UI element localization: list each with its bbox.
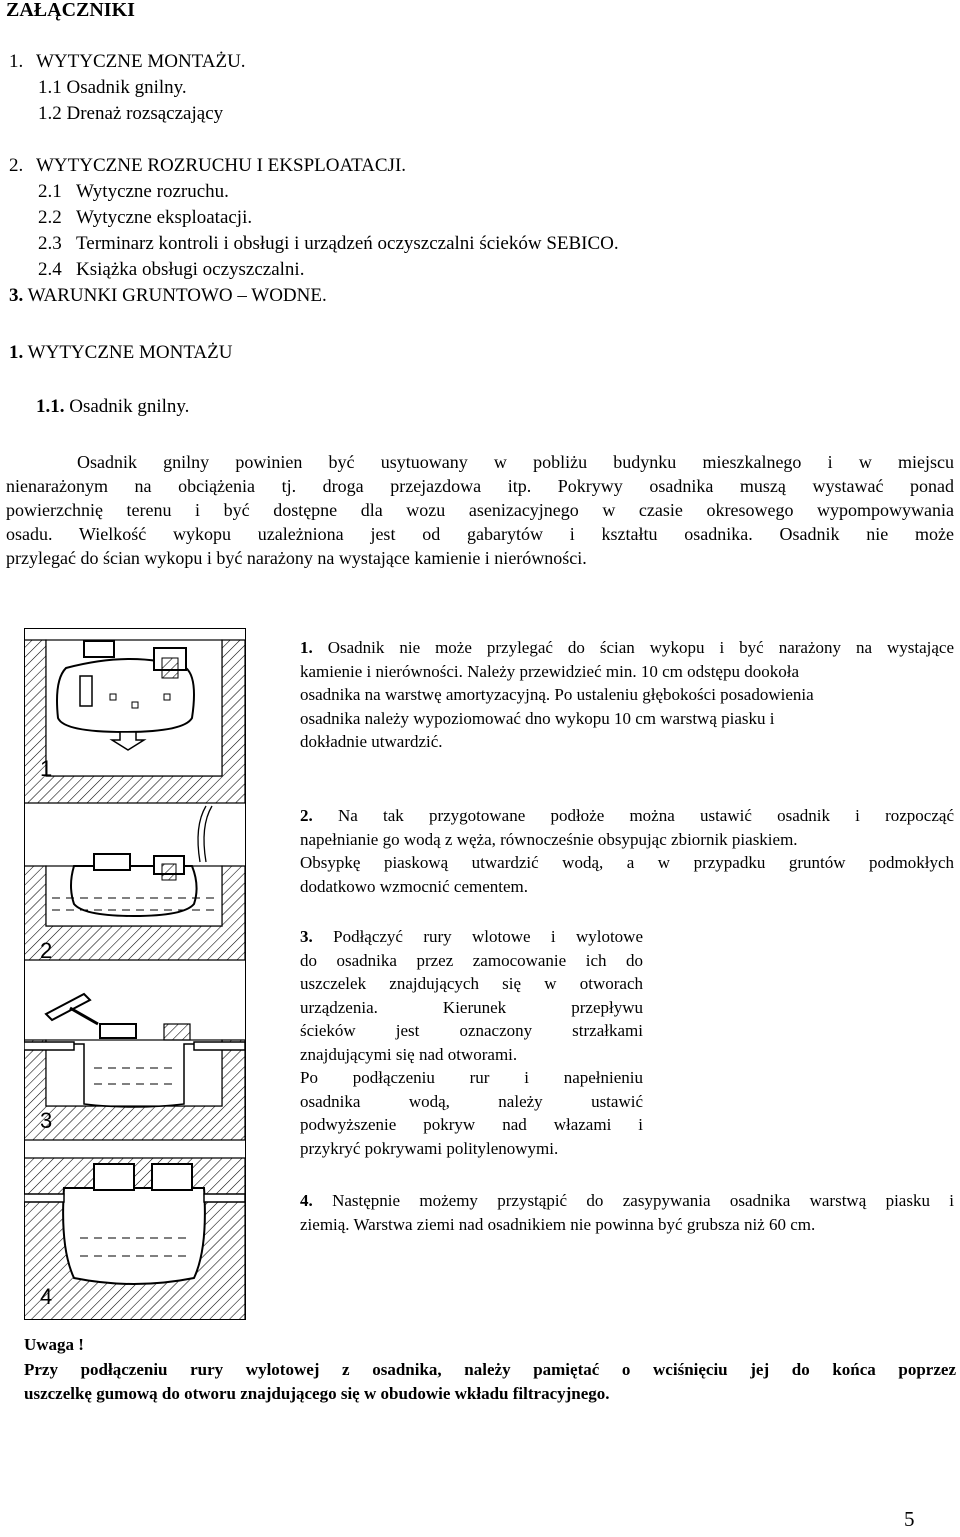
toc-num: 2. (9, 155, 24, 176)
toc-text: Osadnik gnilny. (66, 77, 187, 98)
step-line: do osadnika przez zamocowanie ich do (300, 950, 643, 970)
installation-figure (24, 628, 246, 1320)
step-line (300, 1189, 954, 1213)
step-line-text: Podłączyć rury wlotowe i wylotowe (333, 927, 644, 946)
subsection-heading (36, 394, 189, 420)
intro-line: powierzchnię terenu i być dostępne dla wozu asenizacyjnego w czasie okresowego wypompowywania (6, 500, 954, 520)
toc-item-2-3 (38, 231, 619, 257)
step-line (300, 804, 954, 828)
step-line: osadnika wodą, należy ustawić (300, 1091, 643, 1111)
toc-text: WYTYCZNE ROZRUCHU I EKSPLOATACJI. (36, 155, 407, 176)
step-line-text: Następnie możemy przystąpić do zasypywania osadnika warstwą piasku i (332, 1191, 954, 1210)
section-num: 1. (9, 342, 24, 363)
figure-panel-1 (24, 640, 245, 803)
toc-text: Książka obsługi oczyszczalni. (76, 259, 305, 280)
figure-panel-2 (24, 806, 245, 960)
note-line: Przy podłączeniu rury wylotowej z osadnika, należy pamiętać o wciśnięciu jej do końca poprzez (24, 1360, 956, 1379)
toc-item-2-2 (38, 205, 252, 231)
toc-num: 2.3 (38, 233, 62, 254)
step-line: ścieków jest oznaczony strzałkami (300, 1021, 643, 1040)
step-num: 1. (300, 638, 313, 657)
intro-line: Osadnik gnilny powinien być usytuowany w pobliżu budynku mieszkalnego i w miejscu (77, 452, 954, 472)
toc-text: Wytyczne rozruchu. (76, 181, 229, 202)
section-text: WYTYCZNE MONTAŻU (27, 342, 233, 363)
step-line: kamienie i nierówności. Należy przewidzieć min. 10 cm odstępu dookoła (300, 661, 799, 681)
toc-item-1-2 (38, 101, 223, 127)
step-line (300, 636, 954, 660)
toc-item-2-1 (38, 179, 229, 205)
step-line: uszczelek znajdujących się w otworach (300, 974, 643, 993)
step-line-text: Osadnik nie może przylegać do ścian wykopu i być narażony na wystające (327, 638, 954, 657)
toc-num: 1. (9, 51, 24, 72)
note-line: uszczelkę gumową do otworu znajdującego się w obudowie wkładu filtracyjnego. (24, 1383, 610, 1403)
step-line: osadnika na warstwę amortyzacyjną. Po ustaleniu głębokości posadowienia (300, 685, 814, 704)
toc-num: 2.2 (38, 207, 62, 228)
toc-text: WARUNKI GRUNTOWO – WODNE. (27, 285, 327, 306)
toc-text: Wytyczne eksploatacji. (76, 207, 253, 228)
toc-num: 2.1 (38, 181, 62, 202)
step-line (300, 925, 643, 949)
step-num: 3. (300, 927, 313, 946)
toc-item-3 (9, 283, 327, 309)
figure-label-3: 3 (40, 1108, 53, 1133)
step-line: napełnianie go wodą z węża, równocześnie obsypując zbiornik piaskiem. (300, 829, 798, 849)
figure-label-2: 2 (40, 938, 53, 963)
step-num: 2. (300, 806, 313, 825)
step-line: Po podłączeniu rur i napełnieniu (300, 1068, 643, 1087)
toc-num: 1.1 (38, 77, 62, 98)
step-4 (300, 1189, 954, 1236)
note-title: Uwaga ! (24, 1335, 84, 1354)
toc-text: Terminarz kontroli i obsługi i urządzeń oczyszczalni ścieków SEBICO. (76, 233, 619, 254)
step-line: osadnika należy wypoziomować dno wykopu 10 cm warstwą piasku i (300, 708, 775, 728)
intro-line: osadu. Wielkość wykopu uzależniona jest od gabarytów i kształtu osadnika. Osadnik nie może (6, 524, 954, 544)
toc-item-2-4 (38, 257, 304, 283)
toc-item-1 (9, 49, 246, 75)
step-line: Obsypkę piaskową utwardzić wodą, a w przypadku gruntów podmokłych (300, 853, 954, 872)
step-1 (300, 636, 954, 754)
toc-item-2 (9, 153, 406, 179)
step-line: urządzenia. Kierunek przepływu (300, 997, 643, 1017)
toc-num: 3. (9, 285, 24, 306)
step-2 (300, 804, 954, 898)
subsection-text: Osadnik gnilny. (69, 396, 190, 417)
toc-text: WYTYCZNE MONTAŻU. (36, 51, 246, 72)
step-line: dokładnie utwardzić. (300, 732, 443, 751)
figure-label-1: 1 (40, 756, 53, 781)
page-number: 5 (904, 1507, 915, 1531)
step-line: ziemią. Warstwa ziemi nad osadnikiem nie powinna być grubsza niż 60 cm. (300, 1214, 816, 1234)
toc-num: 2.4 (38, 259, 62, 280)
figure-panel-3 (24, 994, 245, 1140)
note-body (24, 1358, 956, 1405)
page-title: ZAŁĄCZNIKI (6, 0, 135, 21)
intro-line: nienarażonym na obciążenia tj. droga przejazdowa itp. Pokrywy osadnika muszą wystawać ponad (6, 476, 954, 496)
step-3 (300, 925, 643, 1160)
section-heading (9, 340, 232, 366)
step-line: podwyższenie pokryw nad włazami i (300, 1115, 643, 1134)
figure-label-4: 4 (40, 1284, 53, 1309)
step-line-text: Na tak przygotowane podłoże można ustawić osadnik i rozpocząć (337, 806, 954, 825)
subsection-num: 1.1. (36, 396, 65, 417)
step-line: znajdującymi się nad otworami. (300, 1044, 518, 1064)
toc-num: 1.2 (38, 103, 62, 124)
figure-panel-4 (24, 1158, 245, 1320)
step-line: dodatkowo wzmocnić cementem. (300, 876, 529, 896)
intro-line: przylegać do ścian wykopu i być narażony na wystające kamienie i nierówności. (6, 548, 587, 568)
step-num: 4. (300, 1191, 313, 1210)
intro-paragraph (6, 450, 954, 570)
toc-item-1-1 (38, 75, 187, 101)
step-line: przykryć pokrywami politylenowymi. (300, 1138, 559, 1158)
toc-text: Drenaż rozsączający (66, 103, 224, 124)
